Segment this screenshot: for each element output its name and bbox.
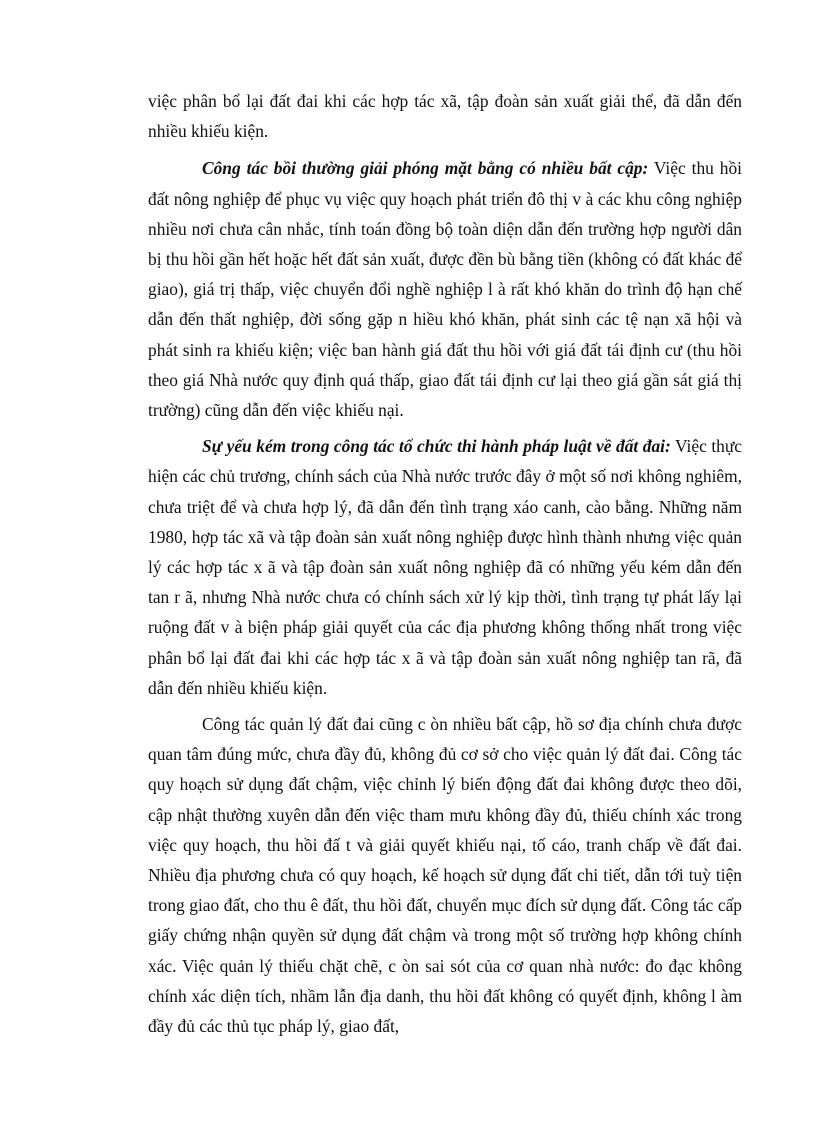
paragraph-heading: Công tác bồi thường giải phóng mặt bằng có nhiều bất cập: [202, 158, 649, 179]
paragraph-text: Công tác quản lý đất đai cũng c òn nhiều bất cập, hồ sơ địa chính chưa được quan tâm đúng mức, chưa đầy đủ, không đủ cơ sở cho việc quản lý đất đai. Công tác quy hoạch sử dụng đất chậm, việc chỉnh lý biến động đất đai không được theo dõi, cập nhật thường xuyên dẫn đến việc tham mưu không đầy đủ, thiếu chính xác trong việc quy hoạch, thu hồi đấ t và giải quyết khiếu nại, tố cáo, tranh chấp về đất đai. Nhiều địa phương chưa có quy hoạch, kế hoạch sử dụng đất chi tiết, dẫn tới tuỳ tiện trong giao đất, cho thu ê đất, thu hồi đất, chuyển mục đích sử dụng đất. Công tác cấp giấy chứng nhận quyền sử dụng đất chậm và trong một số trường hợp không chính xác. Việc quản lý thiếu chặt chẽ, c òn sai sót của cơ quan nhà nước: đo đạc không chính xác diện tích, nhầm lẫn địa danh, thu hồi đất không có quyết định, không l àm đầy đủ các thủ tục pháp lý, giao đất, [148, 714, 742, 1037]
document-page [148, 86, 742, 1047]
paragraph-enforcement [148, 431, 742, 703]
paragraph-compensation [148, 153, 742, 425]
paragraph-land-management [148, 709, 742, 1041]
paragraph-continuation [148, 86, 742, 146]
paragraph-text: Việc thu hồi đất nông nghiệp để phục vụ việc quy hoạch phát triển đô thị v à các khu công nghiệp nhiều nơi chưa cân nhắc, tính toán đồng bộ toàn diện dẫn đến trường hợp người dân bị thu hồi gần hết hoặc hết đất sản xuất, được đền bù bằng tiền (không có đất khác để giao), giá trị thấp, việc chuyển đổi nghề nghiệp l à rất khó khăn do trình độ hạn chế dẫn đến thất nghiệp, đời sống gặp n hiều khó khăn, phát sinh các tệ nạn xã hội và phát sinh ra khiếu kiện; việc ban hành giá đất thu hồi với giá đất tái định cư (thu hồi theo giá Nhà nước quy định quá thấp, giao đất tái định cư lại theo giá gần sát giá thị trường) cũng dẫn đến việc khiếu nại. [148, 158, 742, 421]
paragraph-text: việc phân bổ lại đất đai khi các hợp tác xã, tập đoàn sản xuất giải thể, đã dẫn đến nhiều khiếu kiện. [148, 91, 742, 142]
paragraph-heading: Sự yếu kém trong công tác tổ chức thi hành pháp luật về đất đai: [202, 436, 671, 457]
paragraph-text: Việc thực hiện các chủ trương, chính sách của Nhà nước trước đây ở một số nơi không nghiêm, chưa triệt để và chưa hợp lý, đã dẫn đến tình trạng xáo canh, cào bằng. Những năm 1980, hợp tác xã và tập đoàn sản xuất nông nghiệp được hình thành nhưng việc quản lý các hợp tác x ã và tập đoàn sản xuất nông nghiệp đã có những yếu kém dẫn đến tan r ã, nhưng Nhà nước chưa có chính sách xử lý kịp thời, tình trạng tự phát lấy lại ruộng đất v à biện pháp giải quyết của các địa phương không thống nhất trong việc phân bổ lại đất đai khi các hợp tác x ã và tập đoàn sản xuất nông nghiệp tan rã, đã dẫn đến nhiều khiếu kiện. [148, 436, 742, 698]
